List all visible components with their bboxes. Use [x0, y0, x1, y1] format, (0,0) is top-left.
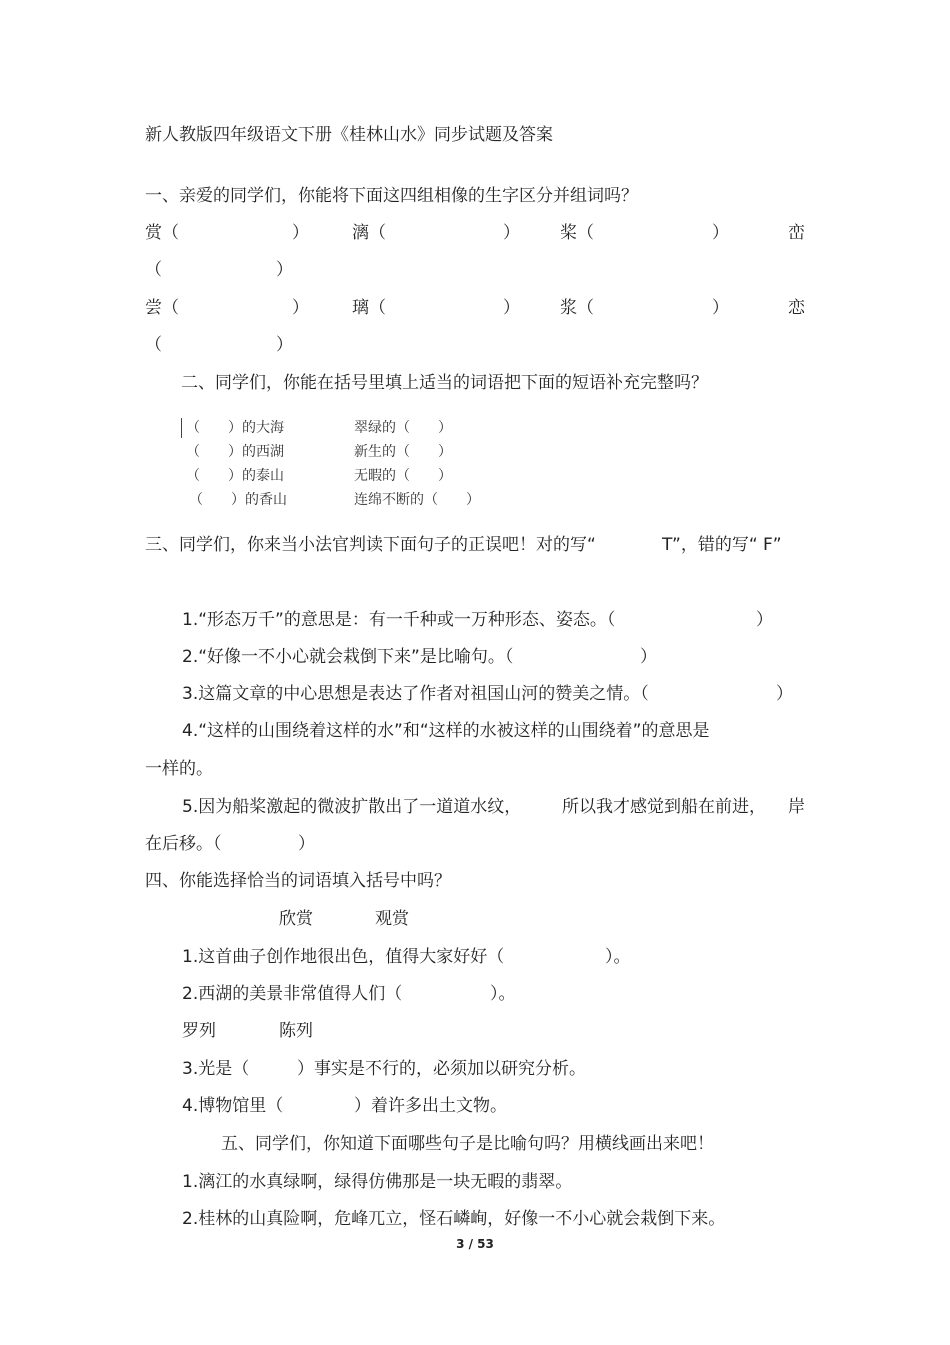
- q1-row2-wrap-close: ）: [276, 335, 293, 355]
- q2-right-2: 新生的（ ）: [354, 444, 452, 460]
- q1-row1-close2: ）: [503, 223, 520, 243]
- q4-sentence-1: 1.这首曲子创作地很出色，值得大家好好（: [182, 947, 505, 967]
- q4-word-chenlie: 陈列: [279, 1021, 313, 1041]
- q4-sentence-2-end: ）。: [490, 984, 516, 1004]
- q1-row1-wrap-open: （: [145, 260, 162, 280]
- q2-left-3: （ ）的泰山: [186, 468, 284, 484]
- q3-heading-answer-key: T”，错的写“ F”: [662, 535, 782, 555]
- q5-item-1: 1.漓江的水真绿啊，绿得仿佛那是一块无暇的翡翠。: [182, 1172, 573, 1192]
- q2-right-1: 翠绿的（ ）: [354, 420, 452, 436]
- q1-row1-char2: 漓（: [352, 223, 386, 243]
- q1-row2-char4: 恋: [788, 298, 805, 318]
- q1-row2-close3: ）: [712, 298, 729, 318]
- q4-word-xinshang: 欣赏: [279, 909, 313, 929]
- q3-item-5-end: 岸: [788, 797, 805, 817]
- q4-sentence-2: 2.西湖的美景非常值得人们（: [182, 984, 403, 1004]
- q2-right-4: 连绵不断的（ ）: [354, 492, 480, 508]
- q3-item-1-close: ）: [756, 610, 773, 630]
- q2-left-1: （ ）的大海: [186, 420, 284, 436]
- q1-row1-wrap-close: ）: [276, 260, 293, 280]
- q2-left-2: （ ）的西湖: [186, 444, 284, 460]
- q4-sentence-4: 4.博物馆里（: [182, 1096, 284, 1116]
- q1-row1-char1: 赏（: [145, 223, 179, 243]
- q3-item-5: 5.因为船桨激起的微波扩散出了一道道水纹，: [182, 797, 522, 817]
- q3-item-5-mid: 所以我才感觉到船在前进，: [562, 797, 766, 817]
- text-cursor: [181, 418, 182, 438]
- q3-item-2-close: ）: [640, 647, 657, 667]
- page-number: 3 / 53: [456, 1237, 494, 1251]
- q4-heading: 四、你能选择恰当的词语填入括号中吗？: [145, 871, 451, 891]
- q3-item-4-cont: 一样的。: [145, 759, 213, 779]
- q4-sentence-1-end: ）。: [605, 947, 631, 967]
- q4-sentence-4-end: ）着许多出土文物。: [354, 1096, 507, 1116]
- q2-left-4: （ ）的香山: [189, 492, 287, 508]
- q1-row2-wrap-open: （: [145, 335, 162, 355]
- q3-item-2: 2.“好像一不小心就会栽倒下来”是比喻句。（: [182, 647, 514, 667]
- q4-sentence-3: 3.光是（: [182, 1059, 250, 1079]
- q2-right-3: 无暇的（ ）: [354, 468, 452, 484]
- q1-row1-char3: 桨（: [560, 223, 594, 243]
- q1-row1-close3: ）: [712, 223, 729, 243]
- q3-item-4: 4.“这样的山围绕着这样的水”和“这样的水被这样的山围绕着”的意思是: [182, 721, 710, 741]
- q3-item-5-close: ）: [298, 834, 315, 854]
- q3-heading: 三、同学们，你来当小法官判读下面句子的正误吧！对的写“: [145, 535, 596, 555]
- q3-item-3: 3.这篇文章的中心思想是表达了作者对祖国山河的赞美之情。（: [182, 684, 649, 704]
- q2-heading: 二、同学们，你能在括号里填上适当的词语把下面的短语补充完整吗？: [181, 373, 708, 393]
- q3-item-1: 1.“形态万千”的意思是：有一千种或一万种形态、姿态。（: [182, 610, 616, 630]
- q1-row1-close1: ）: [292, 223, 309, 243]
- q1-row2-char3: 浆（: [560, 298, 594, 318]
- q1-row2-close2: ）: [503, 298, 520, 318]
- q1-row2-char2: 璃（: [352, 298, 386, 318]
- q4-word-luolie: 罗列: [182, 1021, 216, 1041]
- q1-row2-char1: 尝（: [145, 298, 179, 318]
- q1-row2-close1: ）: [292, 298, 309, 318]
- q4-sentence-3-end: ）事实是不行的，必须加以研究分析。: [297, 1059, 586, 1079]
- q5-heading: 五、同学们，你知道下面哪些句子是比喻句吗？用横线画出来吧！: [221, 1134, 714, 1154]
- q3-item-5-cont: 在后移。（: [145, 834, 222, 854]
- q4-word-guanshang: 观赏: [375, 909, 409, 929]
- document-title: 新人教版四年级语文下册《桂林山水》同步试题及答案: [145, 125, 553, 145]
- q3-item-3-close: ）: [776, 684, 793, 704]
- q1-row1-char4: 峦: [788, 223, 805, 243]
- q5-item-2: 2.桂林的山真险啊，危峰兀立，怪石嶙峋，好像一不小心就会栽倒下来。: [182, 1209, 726, 1229]
- q1-heading: 一、亲爱的同学们，你能将下面这四组相像的生字区分并组词吗？: [145, 186, 638, 206]
